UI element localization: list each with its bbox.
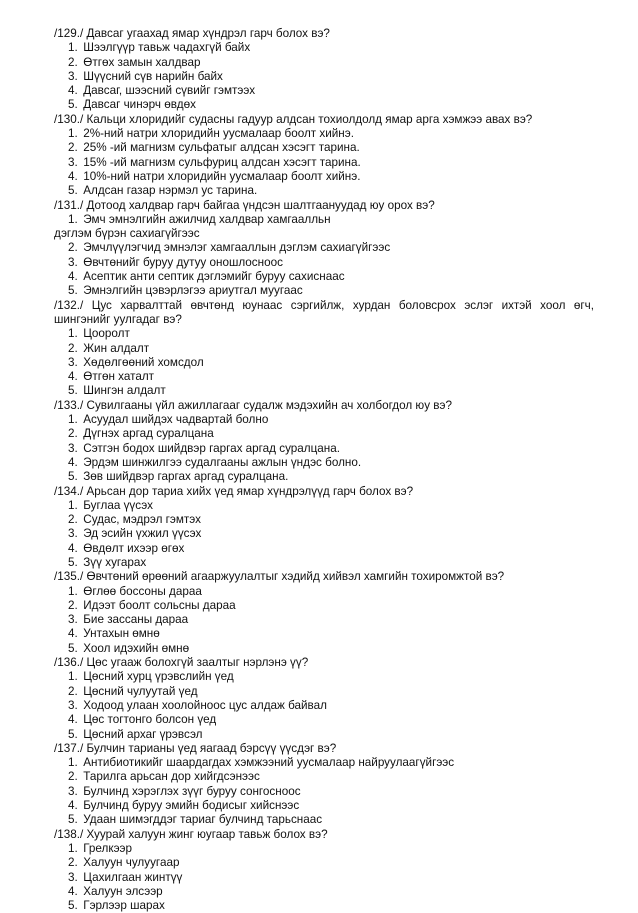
option-number: 1. — [68, 327, 78, 341]
question-block — [54, 742, 594, 828]
option-text: Өвдөлт ихээр өгөх — [83, 541, 185, 555]
option-number: 4. — [68, 799, 78, 813]
option-text: Цөсний архаг үрэвсэл — [83, 727, 203, 741]
option-text: 10%-ний натри хлоридийн уусмалаар боолт хийнэ. — [83, 169, 361, 183]
question-number: /134./ — [54, 484, 84, 498]
option-number: 2. — [68, 598, 78, 612]
option-number: 4. — [68, 627, 78, 641]
question-number: /136./ — [54, 656, 84, 670]
option-text: Зүү хугарах — [83, 555, 147, 569]
option-number: 2. — [68, 55, 78, 69]
option-text: Өглөө боссоны дараа — [83, 584, 202, 598]
answer-option — [54, 70, 594, 84]
option-text: Бие зассаны дараа — [83, 613, 189, 627]
option-number: 3. — [68, 69, 78, 83]
option-number: 5. — [68, 899, 78, 913]
answer-option — [54, 842, 594, 856]
option-number: 1. — [68, 212, 78, 226]
question-line — [54, 299, 594, 328]
option-number: 1. — [68, 841, 78, 855]
answer-option — [54, 513, 594, 527]
option-number: 2. — [68, 513, 78, 527]
answer-option — [54, 799, 594, 813]
answer-option — [54, 470, 594, 484]
question-line — [54, 199, 594, 213]
question-number: /133./ — [54, 398, 84, 412]
answer-option — [54, 342, 594, 356]
option-text: Антибиотикийг шаардагдах хэмжээний уусмалаар найруулаагүйгээс — [83, 756, 455, 770]
option-text: Хөдөлгөөний хомсдол — [83, 355, 204, 369]
option-number: 4. — [68, 270, 78, 284]
option-text: Цооролт — [83, 327, 130, 341]
option-number: 2. — [68, 427, 78, 441]
question-text: Кальци хлоридийг судасны гадуур алдсан тохиолдолд ямар арга хэмжээ авах вэ? — [86, 112, 533, 126]
answer-option — [54, 627, 594, 641]
option-number: 2. — [68, 141, 78, 155]
option-number: 3. — [68, 870, 78, 884]
option-text: Эмч эмнэлгийн ажилчид халдвар хамгаалльн — [83, 212, 331, 226]
option-number: 3. — [68, 698, 78, 712]
option-number: 3. — [68, 355, 78, 369]
question-document — [54, 27, 594, 913]
answer-option — [54, 813, 594, 827]
question-line — [54, 828, 594, 842]
option-number: 5. — [68, 470, 78, 484]
option-number: 5. — [68, 284, 78, 298]
answer-option — [54, 770, 594, 784]
question-line — [54, 113, 594, 127]
question-text: Сувилгааны үйл ажиллагааг судалж мэдэхийн ач холбогдол юу вэ? — [86, 398, 452, 412]
question-block — [54, 828, 594, 913]
option-number: 2. — [68, 770, 78, 784]
question-line — [54, 570, 594, 584]
answer-option — [54, 899, 594, 913]
option-number: 5. — [68, 184, 78, 198]
question-line — [54, 742, 594, 756]
answer-option — [54, 213, 594, 227]
option-number: 1. — [68, 413, 78, 427]
answer-option — [54, 56, 594, 70]
question-number: /129./ — [54, 27, 84, 40]
question-block — [54, 399, 594, 485]
answer-option — [54, 599, 594, 613]
option-number: 5. — [68, 98, 78, 112]
option-number: 4. — [68, 884, 78, 898]
option-number: 1. — [68, 41, 78, 55]
answer-option — [54, 442, 594, 456]
answer-option — [54, 713, 594, 727]
question-text: Булчин тарианы үед яагаад бэрсүү үүсдэг вэ? — [86, 741, 337, 755]
option-number: 4. — [68, 713, 78, 727]
option-text: Алдсан газар нэрмэл ус тарина. — [83, 184, 258, 198]
answer-option — [54, 642, 594, 656]
answer-option — [54, 270, 594, 284]
answer-option — [54, 98, 594, 112]
option-number: 3. — [68, 784, 78, 798]
option-number: 5. — [68, 727, 78, 741]
question-text: Өвчтөний өрөөний агааржуулалтыг хэдийд хийвэл хамгийн тохиромжтой вэ? — [86, 570, 505, 584]
option-text: Цахилгаан жинтүү — [83, 870, 183, 884]
answer-option — [54, 141, 594, 155]
answer-option — [54, 756, 594, 770]
answer-option — [54, 699, 594, 713]
option-text: 25% -ий магнизм сульфатыг алдсан хэсэгт тарина. — [83, 141, 360, 155]
question-number: /130./ — [54, 112, 84, 126]
option-number: 4. — [68, 455, 78, 469]
answer-option — [54, 527, 594, 541]
answer-option — [54, 785, 594, 799]
option-number: 2. — [68, 341, 78, 355]
option-text: Эмчлүүлэгчид эмнэлэг хамгааллын дэглэм сахиагүйгээс — [83, 241, 391, 255]
option-text: Давсаг чинэрч өвдөх — [83, 98, 196, 112]
question-block — [54, 656, 594, 742]
answer-option — [54, 427, 594, 441]
option-text: Эд эсийн үхжил үүсэх — [83, 527, 202, 541]
option-number: 4. — [68, 169, 78, 183]
option-text: Өтгөн хаталт — [83, 370, 155, 384]
question-block — [54, 570, 594, 656]
option-text: 2%-ний натри хлоридийн уусмалаар боолт хийнэ. — [83, 127, 354, 141]
question-number: /135./ — [54, 570, 84, 584]
option-text: Эрдэм шинжилгээ судалгааны ажлын үндэс болно. — [83, 455, 362, 469]
option-number: 5. — [68, 641, 78, 655]
option-text: Цөсний хурц үрэвслийн үед — [83, 670, 234, 684]
answer-option — [54, 885, 594, 899]
question-block — [54, 113, 594, 199]
answer-option — [54, 670, 594, 684]
option-text: Зөв шийдвэр гаргах аргад суралцана. — [83, 470, 289, 484]
option-text: Тарилга арьсан дор хийгдсэнээс — [83, 770, 260, 784]
question-number: /138./ — [54, 827, 84, 841]
option-number: 4. — [68, 84, 78, 98]
option-number: 1. — [68, 584, 78, 598]
answer-option — [54, 856, 594, 870]
answer-option — [54, 241, 594, 255]
option-text: Асептик анти септик дэглэмийг буруу сахиснаас — [83, 270, 345, 284]
option-number: 1. — [68, 498, 78, 512]
question-line — [54, 27, 594, 41]
answer-option — [54, 256, 594, 270]
option-number: 5. — [68, 813, 78, 827]
option-number: 2. — [68, 856, 78, 870]
answer-option — [54, 384, 594, 398]
option-text: Гэрлээр шарах — [83, 899, 165, 913]
option-text: Удаан шимэгддэг тариаг булчинд тарьснаас — [83, 813, 323, 827]
answer-option — [54, 370, 594, 384]
option-number: 3. — [68, 527, 78, 541]
answer-option — [54, 685, 594, 699]
option-number: 2. — [68, 241, 78, 255]
option-text: Хоол идэхийн өмнө — [83, 641, 190, 655]
option-text: Өтгөх замын халдвар — [83, 55, 201, 69]
option-continuation: дэглэм бүрэн сахиагүйгээс — [54, 227, 200, 241]
option-text: Булчинд хэрэглэх зүүг буруу сонгосноос — [83, 784, 301, 798]
answer-option — [54, 356, 594, 370]
question-number: /137./ — [54, 741, 84, 755]
option-number: 4. — [68, 370, 78, 384]
answer-option — [54, 542, 594, 556]
answer-option — [54, 184, 594, 198]
question-number: /131./ — [54, 198, 84, 212]
answer-option — [54, 156, 594, 170]
option-text: Давсаг, шээсний сүвийг гэмтээх — [83, 84, 256, 98]
option-number: 3. — [68, 255, 78, 269]
option-number: 1. — [68, 670, 78, 684]
option-text: Грелкээр — [83, 841, 133, 855]
option-number: 3. — [68, 441, 78, 455]
question-text: Дотоод халдвар гарч байгаа үндсэн шалтгаануудад юу орох вэ? — [86, 198, 435, 212]
answer-option — [54, 871, 594, 885]
option-text: Идээт боолт сольсны дараа — [83, 598, 236, 612]
option-text: Шүүсний сүв нарийн байх — [83, 69, 223, 83]
option-text: Унтахын өмнө — [83, 627, 160, 641]
question-block — [54, 199, 594, 299]
question-block — [54, 299, 594, 399]
option-text: 15% -ий магнизм сульфуриц алдсан хэсэгт тарина. — [83, 155, 361, 169]
option-text: Шингэн алдалт — [83, 384, 166, 398]
option-text: Халуун элсээр — [83, 884, 163, 898]
question-text: Цөс угааж болохгүй заалтыг нэрлэнэ үү? — [86, 656, 309, 670]
option-text: Өвчтөнийг буруу дутуу оношлосноос — [83, 255, 283, 269]
answer-option — [54, 499, 594, 513]
answer-option — [54, 284, 594, 298]
option-text: Асуудал шийдэх чадвартай болно — [83, 413, 269, 427]
option-text: Цөсний чулуутай үед — [83, 684, 198, 698]
answer-option — [54, 127, 594, 141]
question-line — [54, 656, 594, 670]
option-number: 3. — [68, 155, 78, 169]
option-number: 5. — [68, 555, 78, 569]
answer-option — [54, 84, 594, 98]
answer-option — [54, 613, 594, 627]
option-text: Шээлгүүр тавьж чадахгүй байх — [83, 41, 251, 55]
option-text: Цөс тогтонго болсон үед — [83, 713, 217, 727]
option-number: 1. — [68, 756, 78, 770]
answer-option — [54, 456, 594, 470]
question-text: Цус харвалттай өвчтөнд юунаас сэргийлж, хурдан боловсрох эслэг ихтэй хоол өгч, шингэнийг уулгадаг вэ? — [54, 298, 594, 326]
option-text: Ходоод улаан хоолойноос цус алдаж байвал — [83, 698, 327, 712]
option-text: Булчинд буруу эмийн бодисыг хийснээс — [83, 799, 300, 813]
answer-option — [54, 556, 594, 570]
question-text: Арьсан дор тариа хийх үед ямар хүндрэлүүд гарч болох вэ? — [86, 484, 414, 498]
question-line — [54, 399, 594, 413]
question-text: Хуурай халуун жинг юугаар тавьж болох вэ? — [86, 827, 328, 841]
question-block — [54, 27, 594, 113]
question-line — [54, 485, 594, 499]
option-text: Сэтгэн бодох шийдвэр гаргах аргад суралцана. — [83, 441, 341, 455]
option-text: Жин алдалт — [83, 341, 150, 355]
answer-option — [54, 728, 594, 742]
option-text: Судас, мэдрэл гэмтэх — [83, 513, 201, 527]
answer-option — [54, 327, 594, 341]
answer-option — [54, 413, 594, 427]
option-text: Буглаа үүсэх — [83, 498, 153, 512]
question-block — [54, 485, 594, 571]
answer-option — [54, 585, 594, 599]
option-number: 5. — [68, 384, 78, 398]
option-number: 1. — [68, 127, 78, 141]
option-number: 4. — [68, 541, 78, 555]
question-text: Давсаг угаахад ямар хүндрэл гарч болох вэ? — [86, 27, 330, 40]
question-number: /132./ — [54, 298, 84, 312]
option-text: Халуун чулуугаар — [83, 856, 180, 870]
answer-option — [54, 170, 594, 184]
option-text: Дүгнэх аргад суралцана — [83, 427, 214, 441]
answer-option — [54, 41, 594, 55]
option-text: Эмнэлгийн цэвэрлэгээ ариутгал муугаас — [83, 284, 303, 298]
option-number: 2. — [68, 684, 78, 698]
option-number: 3. — [68, 613, 78, 627]
